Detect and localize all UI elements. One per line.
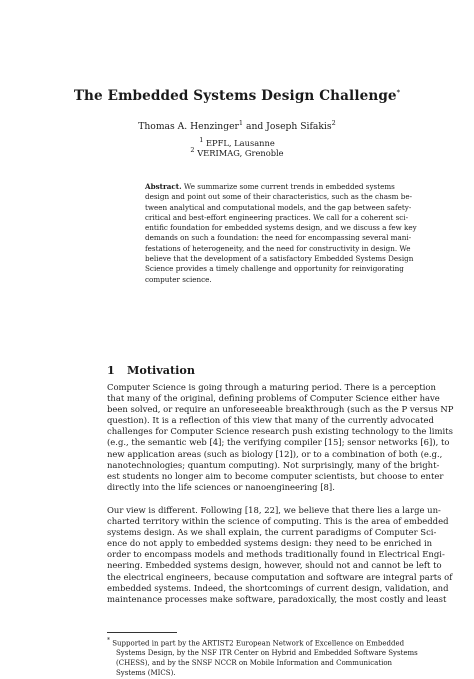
footnote-line: Systems (MICS). (116, 668, 176, 677)
section-title: Motivation (127, 363, 196, 377)
paper-title (0, 88, 474, 104)
paragraph-line: new application areas (such as biology [12]), or to a combination of both (e.g., (107, 448, 443, 459)
paragraph-line: that many of the original, defining problems of Computer Science either have (107, 393, 440, 404)
abstract-line: Science provides a timely challenge and opportunity for reinvigorating (145, 264, 404, 274)
footnote-line (107, 636, 405, 649)
author-2: Joseph Sifakis (266, 121, 332, 132)
paragraph-line: maintenance processes make software, paradoxically, the most costly and least (107, 593, 447, 604)
footnote-rule (107, 632, 177, 633)
paragraph-line: challenges for Computer Science research push existing technology to the limits (107, 426, 453, 437)
affiliation-1-text: EPFL, Lausanne (205, 138, 275, 148)
footnote-line: (CHESS), and by the SNSF NCCR on Mobile Information and Communication (116, 658, 393, 667)
author-1: Thomas A. Henzinger (138, 121, 239, 132)
paragraph-line: nanotechnologies; quantum computing). Not surprisingly, many of the bright- (107, 459, 440, 470)
author-joiner: and (243, 121, 267, 132)
abstract-line (145, 182, 395, 192)
paragraph-line: order to encompass models and methods traditionally found in Electrical Engi- (107, 549, 445, 560)
affiliation-2-text: VERIMAG, Grenoble (197, 148, 284, 158)
paragraph-line: systems design. As we shall explain, the current paradigms of Computer Sci- (107, 527, 437, 538)
affiliation-1 (0, 138, 474, 148)
abstract-line: festations of heterogeneity, and the need for constructivity in design. We (145, 243, 411, 253)
paragraph-line: ence do not apply to embedded systems design: they need to be enriched in (107, 538, 433, 549)
paragraph-line: been solved, or require an unforeseeable breakthrough (such as the P versus NP (107, 404, 454, 415)
abstract (145, 182, 417, 285)
paragraph-2 (107, 505, 453, 605)
abstract-line: demands on such a foundation: the need for encompassing several mani- (145, 233, 412, 243)
paragraph-line: the electrical engineers, because computation and software are integral parts of (107, 571, 453, 582)
footnote (107, 636, 418, 679)
paragraph-line: Our view is different. Following [18, 22], we believe that there lies a large un- (107, 505, 441, 515)
abstract-text: We summarize some current trends in embedded systems (183, 182, 395, 191)
abstract-line: computer science. (145, 274, 212, 284)
affiliation-2-sup: 2 (190, 146, 195, 155)
footnote-text: Supported in part by the ARTIST2 European Network of Excellence on Embedded (112, 639, 405, 648)
section-heading (107, 363, 195, 377)
paragraph-line: (e.g., the semantic web [4]; the verifying compiler [15]; sensor networks [6]), to (107, 437, 450, 448)
author-2-sup: 2 (331, 118, 336, 127)
title-footnote-mark: * (396, 88, 401, 97)
abstract-line: design and point out some of their characteristics, such as the chasm be- (145, 192, 413, 202)
paragraph-line: embedded systems. Indeed, the shortcomings of current design, validation, and (107, 582, 449, 593)
paragraph-line: neering. Embedded systems design, however, should not and cannot be left to (107, 560, 442, 571)
affiliation-2 (0, 148, 474, 158)
abstract-line: entific foundation for embedded systems design, and we discuss a few key (145, 223, 417, 233)
paragraph-line: est students no longer aim to become computer scientists, but choose to enter (107, 470, 444, 481)
footnote-line: Systems Design, by the NSF ITR Center on Hybrid and Embedded Software Systems (116, 649, 418, 658)
author-list (0, 118, 474, 132)
abstract-line: critical and best-effort engineering practices. We call for a coherent sci- (145, 212, 409, 222)
affiliation-1-sup: 1 (199, 136, 204, 145)
abstract-line: believe that the development of a satisfactory Embedded Systems Design (145, 254, 414, 264)
section-number: 1 (107, 363, 115, 377)
title-text: The Embedded Systems Design Challenge (73, 88, 397, 104)
paragraph-line: Computer Science is going through a maturing period. There is a perception (107, 382, 436, 392)
abstract-label: Abstract. (145, 182, 182, 191)
author-1-sup: 1 (238, 118, 244, 127)
abstract-line: tween analytical and computational models, and the gap between safety- (145, 202, 412, 212)
paragraph-line: question). It is a reflection of this view that many of the currently advocated (107, 415, 434, 426)
paragraph-line: charted territory within the science of computing. This is the area of embedded (107, 516, 449, 527)
paragraph-1 (107, 382, 454, 493)
footnote-mark: * (107, 637, 110, 644)
paragraph-line: directly into the life sciences or nanoengineering [8]. (107, 481, 335, 492)
